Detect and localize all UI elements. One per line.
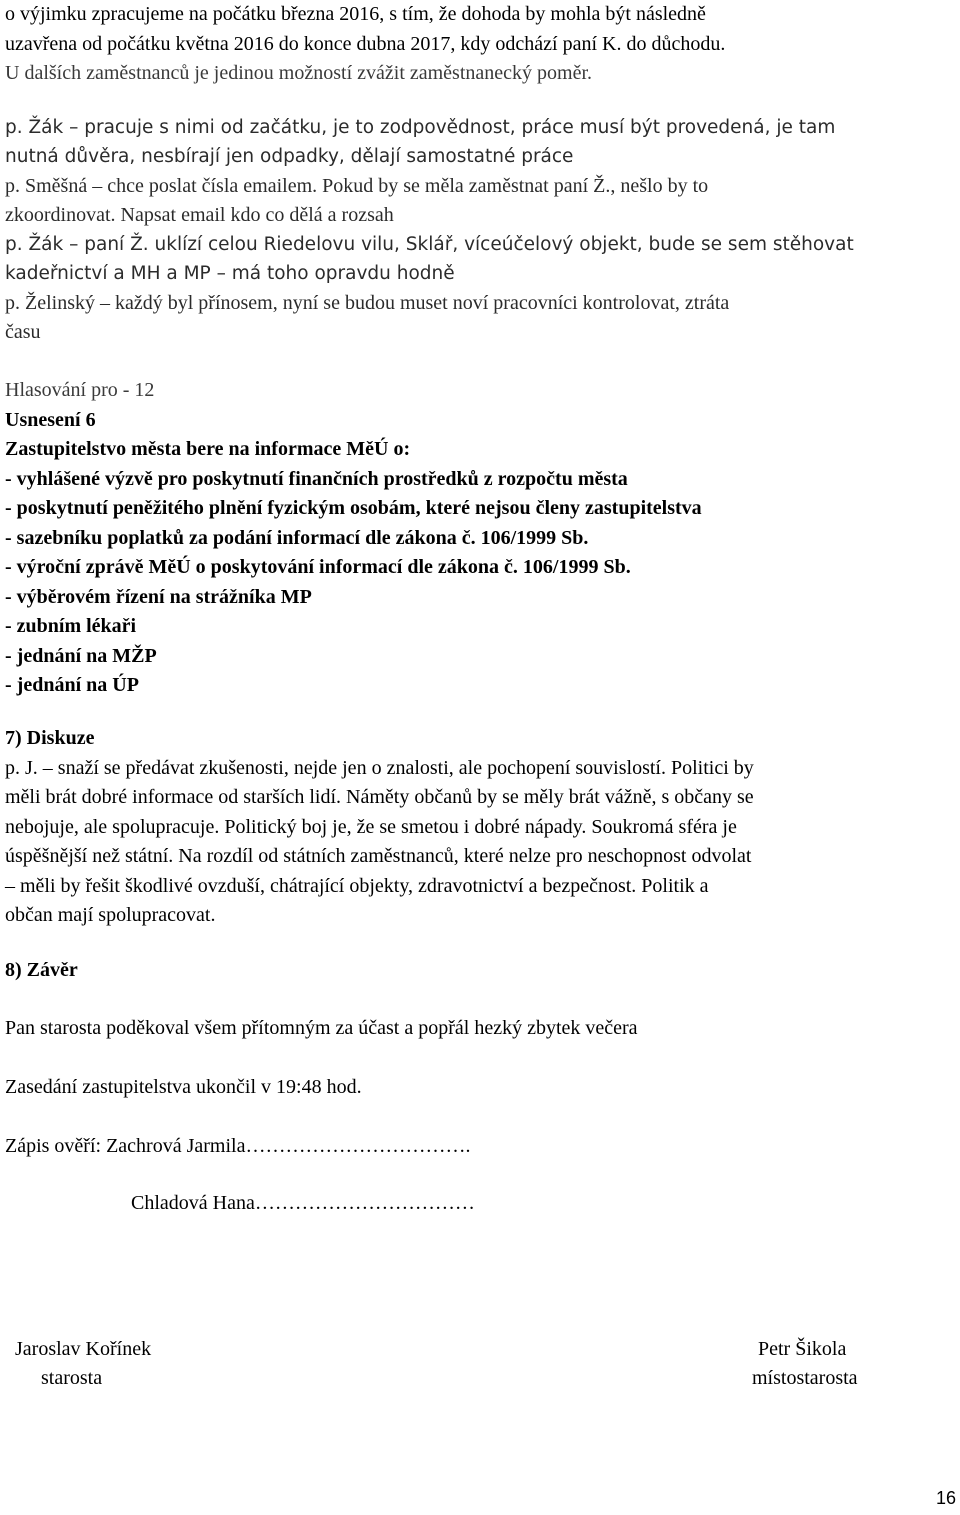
section-discussion	[5, 724, 950, 931]
intro-line: U dalších zaměstnanců je jedinou možností zvážit zaměstnanecký poměr.	[5, 62, 593, 84]
section-conclusion-heading	[5, 956, 950, 986]
page-number: 16	[935, 1488, 956, 1508]
section-heading: 8) Závěr	[5, 959, 78, 981]
verifier-line: Zápis ověří: Zachrová Jarmila…………………………….	[5, 1135, 471, 1157]
verification-1	[5, 1132, 950, 1162]
note-line: p. Žák – pracuje s nimi od začátku, je to zodpovědnost, práce musí být provedená, je tam	[5, 117, 836, 138]
discussion-line: občan mají spolupracovat.	[5, 904, 216, 926]
note-line: p. Želinský – každý byl přínosem, nyní se budou muset noví pracovníci kontrolovat, ztráta	[5, 291, 730, 314]
conclusion-thanks	[5, 1014, 950, 1044]
vote-result: Hlasování pro - 12	[5, 379, 155, 401]
note-line: času	[5, 321, 41, 344]
signatory-role: místostarosta	[752, 1367, 858, 1389]
resolution-item: - výběrovém řízení na strážníka MP	[5, 585, 312, 608]
discussion-line: – měli by řešit škodlivé ovzduší, chátrající objekty, zdravotnictví a bezpečnost. Politik a	[5, 874, 709, 897]
signatory-name: Petr Šikola	[758, 1338, 847, 1360]
thanks-text: Pan starosta poděkoval všem přítomným za účast a popřál hezký zbytek večera	[5, 1017, 638, 1039]
resolution-item: - jednání na MŽP	[5, 644, 157, 667]
resolution-block	[5, 376, 950, 701]
signature-right	[752, 1335, 858, 1393]
closing-text: Zasedání zastupitelstva ukončil v 19:48 hod.	[5, 1076, 362, 1098]
discussion-line: nebojuje, ale spolupracuje. Politický boj je, že se smetou i dobré nápady. Soukromá sféra je	[5, 815, 737, 838]
resolution-title: Usnesení 6	[5, 408, 96, 431]
resolution-item: - sazebníku poplatků za podání informací dle zákona č. 106/1999 Sb.	[5, 526, 589, 549]
resolution-item: - zubním lékaři	[5, 615, 137, 637]
discussion-line: p. J. – snaží se předávat zkušenosti, nejde jen o znalosti, ale pochopení souvislostí. Politici by	[5, 756, 754, 779]
intro-line: uzavřena od počátku května 2016 do konce dubna 2017, kdy odchází paní K. do důchodu.	[5, 32, 726, 55]
resolution-item: - výroční zprávě MěÚ o poskytování informací dle zákona č. 106/1999 Sb.	[5, 556, 631, 578]
verifier-line: Chladová Hana……………………………	[131, 1192, 475, 1214]
signature-left	[15, 1335, 151, 1393]
signatory-role: starosta	[41, 1367, 103, 1389]
intro-line: o výjimku zpracujeme na počátku března 2016, s tím, že dohoda by mohla být následně	[5, 3, 706, 25]
conclusion-closing	[5, 1073, 950, 1103]
intro-paragraph	[5, 0, 950, 89]
resolution-item: - vyhlášené výzvě pro poskytnutí finančních prostředků z rozpočtu města	[5, 467, 628, 490]
discussion-notes	[5, 113, 950, 347]
note-line: zkoordinovat. Napsat email kdo co dělá a rozsah	[5, 203, 394, 226]
note-line: p. Směšná – chce poslat čísla emailem. Pokud by se měla zaměstnat paní Ž., nešlo by to	[5, 174, 709, 197]
signatory-name: Jaroslav Kořínek	[15, 1338, 152, 1360]
discussion-line: úspěšnější než státní. Na rozdíl od státních zaměstnanců, které nelze pro neschopnost odvolat	[5, 845, 752, 867]
note-line: nutná důvěra, nesbírají jen odpadky, dělají samostatné práce	[5, 146, 574, 168]
note-line: p. Žák – paní Ž. uklízí celou Riedelovu vilu, Sklář, víceúčelový objekt, bude se sem stěhovat	[5, 234, 854, 256]
resolution-item: - poskytnutí peněžitého plnění fyzickým osobám, které nejsou členy zastupitelstva	[5, 497, 702, 519]
note-line: kadeřnictví a MH a MP – má toho opravdu hodně	[5, 263, 455, 285]
discussion-line: měli brát dobré informace od starších lidí. Náměty občanů by se měly brát vážně, s občany se	[5, 786, 754, 808]
verification-2	[131, 1189, 931, 1219]
resolution-item: - jednání na ÚP	[5, 674, 139, 696]
resolution-intro: Zastupitelstvo města bere na informace MěÚ o:	[5, 438, 411, 460]
section-heading: 7) Diskuze	[5, 727, 95, 749]
